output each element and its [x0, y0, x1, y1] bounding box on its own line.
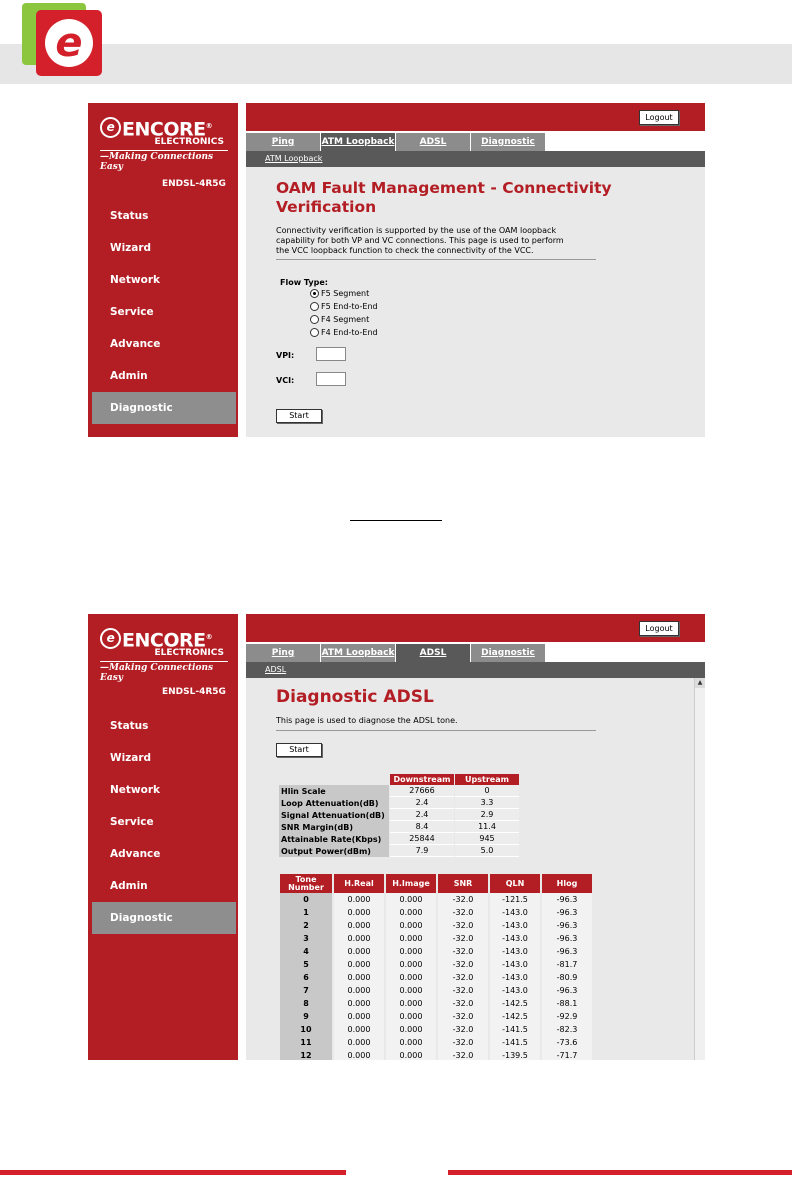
tone-value-cell: -143.0 — [490, 906, 540, 919]
tone-value-cell: -88.1 — [542, 997, 592, 1010]
nav-item-admin[interactable]: Admin — [110, 880, 148, 892]
main-panel — [246, 614, 705, 1060]
footer-rule-right — [448, 1170, 792, 1175]
vpi-input[interactable] — [316, 347, 346, 361]
nav-item-service[interactable]: Service — [110, 306, 154, 318]
page-title: OAM Fault Management - Connectivity Verification — [276, 179, 612, 216]
stats-row — [279, 809, 519, 821]
tone-value-cell: -96.3 — [542, 945, 592, 958]
brand-e-icon: e — [100, 117, 121, 138]
tone-row — [280, 906, 592, 919]
tone-row — [280, 958, 592, 971]
tone-number-cell: 11 — [280, 1036, 332, 1049]
tone-value-cell: -32.0 — [438, 1049, 488, 1060]
tab-adsl[interactable]: ADSL — [396, 644, 471, 662]
vci-label: VCI: — [276, 376, 295, 385]
nav-item-advance[interactable]: Advance — [110, 848, 161, 860]
tone-value-cell: -96.3 — [542, 919, 592, 932]
tone-value-cell: 0.000 — [386, 945, 436, 958]
stats-row-label: SNR Margin(dB) — [279, 821, 389, 833]
tone-value-cell: -32.0 — [438, 919, 488, 932]
nav-item-service[interactable]: Service — [110, 816, 154, 828]
nav-item-network[interactable]: Network — [110, 784, 161, 796]
tone-value-cell: -141.5 — [490, 1023, 540, 1036]
tone-value-cell: -96.3 — [542, 932, 592, 945]
col-hlog: Hlog — [542, 874, 592, 893]
tab-ping[interactable]: Ping — [246, 644, 321, 662]
page-description: This page is used to diagnose the ADSL tone. — [276, 716, 458, 725]
logout-button[interactable]: Logout — [639, 110, 679, 125]
col-snr: SNR — [438, 874, 488, 893]
sidebar — [88, 103, 238, 437]
tone-row — [280, 997, 592, 1010]
top-bar — [246, 103, 705, 131]
tone-row — [280, 1023, 592, 1036]
tone-row — [280, 1010, 592, 1023]
col-qln: QLN — [490, 874, 540, 893]
stats-row — [279, 833, 519, 845]
tone-value-cell: 0.000 — [334, 1036, 384, 1049]
radio-icon[interactable] — [310, 302, 319, 311]
tone-value-cell: -73.6 — [542, 1036, 592, 1049]
tone-value-cell: 0.000 — [386, 932, 436, 945]
tone-value-cell: -32.0 — [438, 958, 488, 971]
tone-number-cell: 2 — [280, 919, 332, 932]
tone-value-cell: -82.3 — [542, 1023, 592, 1036]
vertical-scrollbar[interactable] — [694, 678, 705, 1060]
tone-value-cell: -96.3 — [542, 984, 592, 997]
screenshot-diagnostic-adsl — [88, 614, 705, 1060]
tab-bar — [246, 131, 705, 151]
tone-value-cell: -96.3 — [542, 893, 592, 906]
radio-checked-icon[interactable] — [310, 289, 319, 298]
tone-number-cell: 12 — [280, 1049, 332, 1060]
nav-item-wizard[interactable]: Wizard — [110, 752, 152, 764]
tone-number-cell: 7 — [280, 984, 332, 997]
adsl-stats-table — [278, 774, 520, 857]
tone-value-cell: -32.0 — [438, 971, 488, 984]
tone-value-cell: -71.7 — [542, 1049, 592, 1060]
tone-value-cell: 0.000 — [334, 958, 384, 971]
tab-atm-loopback[interactable]: ATM Loopback — [321, 644, 396, 662]
stats-row — [279, 797, 519, 809]
tone-value-cell: 0.000 — [386, 893, 436, 906]
caption-line — [350, 520, 442, 521]
logout-button[interactable]: Logout — [639, 621, 679, 636]
page-title: Diagnostic ADSL — [276, 687, 434, 707]
tone-value-cell: -143.0 — [490, 958, 540, 971]
start-button[interactable]: Start — [276, 743, 322, 757]
stats-row-label: Output Power(dBm) — [279, 845, 389, 857]
model-name: ENDSL-4R5G — [162, 179, 226, 189]
radio-icon[interactable] — [310, 315, 319, 324]
brand-slogan: —Making Connections Easy — [100, 150, 228, 172]
tone-value-cell: 0.000 — [386, 906, 436, 919]
tone-value-cell: -32.0 — [438, 906, 488, 919]
page-description: Connectivity verification is supported by the use of the OAM loopback capability for both VP and VC connections. This page is used to perform the VCC loopback function to check the connectivity of the VCC. — [276, 226, 564, 255]
stats-value: 2.4 — [390, 797, 454, 809]
tone-value-cell: 0.000 — [386, 1049, 436, 1060]
sidebar — [88, 614, 238, 1060]
tone-value-cell: -92.9 — [542, 1010, 592, 1023]
flow-option-f4-segment[interactable]: F4 Segment — [310, 313, 665, 326]
nav-item-diagnostic[interactable]: Diagnostic — [92, 392, 236, 424]
tone-value-cell: 0.000 — [334, 932, 384, 945]
tone-value-cell: -32.0 — [438, 893, 488, 906]
tone-value-cell: -32.0 — [438, 1010, 488, 1023]
stats-value: 25844 — [390, 833, 454, 845]
nav-item-wizard[interactable]: Wizard — [110, 242, 152, 254]
tab-bar — [246, 642, 705, 662]
vpi-label: VPI: — [276, 351, 295, 360]
flow-option-f5-segment[interactable]: F5 Segment — [310, 287, 665, 300]
stats-value: 0 — [455, 785, 519, 797]
brand-name: ENCORE — [122, 629, 206, 652]
tone-number-cell: 5 — [280, 958, 332, 971]
nav-item-network[interactable]: Network — [110, 274, 161, 286]
stats-row-label: Signal Attenuation(dB) — [279, 809, 389, 821]
nav-item-advance[interactable]: Advance — [110, 338, 161, 350]
tone-number-cell: 9 — [280, 1010, 332, 1023]
tab-ping[interactable]: Ping — [246, 133, 321, 151]
brand-e-icon: e — [100, 628, 121, 649]
tone-value-cell: 0.000 — [386, 1023, 436, 1036]
tab-diagnostic-test[interactable]: Diagnostic — [471, 644, 546, 662]
stats-row — [279, 845, 519, 857]
tone-row — [280, 984, 592, 997]
divider — [276, 259, 596, 260]
tone-value-cell: 0.000 — [386, 958, 436, 971]
tone-value-cell: -80.9 — [542, 971, 592, 984]
tone-value-cell: -143.0 — [490, 919, 540, 932]
breadcrumb: ATM Loopback — [246, 151, 705, 167]
encore-logo-icon: e — [36, 10, 102, 76]
model-name: ENDSL-4R5G — [162, 687, 226, 697]
start-button[interactable]: Start — [276, 409, 322, 423]
stats-row — [279, 821, 519, 833]
page-header-band — [0, 44, 792, 84]
col-downstream: Downstream — [390, 774, 454, 785]
brand-logo: e ENCORE® ELECTRONICS —Making Connections Easy — [100, 628, 228, 683]
tone-number-cell: 10 — [280, 1023, 332, 1036]
footer-rule-left — [0, 1170, 346, 1175]
tone-value-cell: -141.5 — [490, 1036, 540, 1049]
tone-value-cell: 0.000 — [386, 1010, 436, 1023]
stats-value: 11.4 — [455, 821, 519, 833]
tone-number-cell: 1 — [280, 906, 332, 919]
tone-row — [280, 971, 592, 984]
brand-sub: ELECTRONICS — [154, 137, 224, 148]
stats-value: 27666 — [390, 785, 454, 797]
col-h-real: H.Real — [334, 874, 384, 893]
tone-number-cell: 0 — [280, 893, 332, 906]
stats-value: 7.9 — [390, 845, 454, 857]
tone-value-cell: -32.0 — [438, 984, 488, 997]
stats-value: 945 — [455, 833, 519, 845]
tone-value-cell: 0.000 — [334, 945, 384, 958]
tone-value-cell: 0.000 — [334, 971, 384, 984]
brand-name: ENCORE — [122, 118, 206, 141]
tone-row — [280, 1036, 592, 1049]
stats-value: 8.4 — [390, 821, 454, 833]
tone-value-cell: 0.000 — [334, 1049, 384, 1060]
nav-menu — [92, 710, 236, 934]
tone-value-cell: 0.000 — [386, 1036, 436, 1049]
tone-table — [278, 874, 594, 1060]
tone-value-cell: -142.5 — [490, 1010, 540, 1023]
stats-value: 2.9 — [455, 809, 519, 821]
breadcrumb: ADSL — [246, 662, 705, 678]
top-bar — [246, 614, 705, 642]
col-upstream: Upstream — [455, 774, 519, 785]
divider — [276, 730, 596, 731]
tone-value-cell: -32.0 — [438, 932, 488, 945]
brand-slogan: —Making Connections Easy — [100, 661, 228, 683]
stats-row-label: Hlin Scale — [279, 785, 389, 797]
tone-value-cell: 0.000 — [386, 984, 436, 997]
tone-value-cell: -32.0 — [438, 997, 488, 1010]
screenshot-atm-loopback — [88, 103, 705, 437]
tone-number-cell: 4 — [280, 945, 332, 958]
tone-value-cell: -81.7 — [542, 958, 592, 971]
tone-value-cell: 0.000 — [334, 893, 384, 906]
tone-value-cell: 0.000 — [386, 919, 436, 932]
tone-value-cell: -142.5 — [490, 997, 540, 1010]
tone-value-cell: -32.0 — [438, 945, 488, 958]
tone-number-cell: 6 — [280, 971, 332, 984]
content-area — [276, 167, 665, 423]
tone-row — [280, 945, 592, 958]
scroll-up-arrow-icon[interactable]: ▲ — [695, 678, 705, 688]
stats-value: 5.0 — [455, 845, 519, 857]
tab-diagnostic-test[interactable]: Diagnostic — [471, 133, 546, 151]
nav-item-status[interactable]: Status — [110, 720, 149, 732]
tab-atm-loopback[interactable]: ATM Loopback — [321, 133, 396, 151]
tone-number-cell: 3 — [280, 932, 332, 945]
vci-input[interactable] — [316, 372, 346, 386]
stats-row-label: Loop Attenuation(dB) — [279, 797, 389, 809]
nav-menu — [92, 200, 236, 424]
nav-item-status[interactable]: Status — [110, 210, 149, 222]
stats-value: 3.3 — [455, 797, 519, 809]
tone-value-cell: 0.000 — [334, 906, 384, 919]
tone-value-cell: -143.0 — [490, 984, 540, 997]
tone-value-cell: -143.0 — [490, 971, 540, 984]
tone-value-cell: -143.0 — [490, 945, 540, 958]
col-tone-number: Tone Number — [280, 874, 332, 893]
flow-type-label: Flow Type: — [280, 278, 328, 287]
tone-value-cell: -32.0 — [438, 1036, 488, 1049]
flow-option-f5-end-to-end[interactable]: F5 End-to-End — [310, 300, 665, 313]
stats-row — [279, 785, 519, 797]
main-panel — [246, 103, 705, 437]
tone-value-cell: 0.000 — [334, 919, 384, 932]
vpi-row — [276, 343, 665, 362]
tab-adsl[interactable]: ADSL — [396, 133, 471, 151]
flow-type-group — [310, 287, 665, 339]
vci-row — [276, 368, 665, 387]
nav-item-admin[interactable]: Admin — [110, 370, 148, 382]
tone-value-cell: -32.0 — [438, 1023, 488, 1036]
tone-value-cell: 0.000 — [386, 971, 436, 984]
brand-logo: e ENCORE® ELECTRONICS —Making Connections Easy — [100, 117, 228, 172]
nav-item-diagnostic[interactable]: Diagnostic — [92, 902, 236, 934]
radio-icon[interactable] — [310, 328, 319, 337]
tone-number-cell: 8 — [280, 997, 332, 1010]
col-h-image: H.Image — [386, 874, 436, 893]
tone-value-cell: -121.5 — [490, 893, 540, 906]
stats-value: 2.4 — [390, 809, 454, 821]
tone-row — [280, 893, 592, 906]
tone-value-cell: -139.5 — [490, 1049, 540, 1060]
tone-value-cell: -96.3 — [542, 906, 592, 919]
tone-row — [280, 1049, 592, 1060]
tone-value-cell: 0.000 — [334, 997, 384, 1010]
content-area — [276, 678, 685, 757]
tone-value-cell: -143.0 — [490, 932, 540, 945]
brand-sub: ELECTRONICS — [154, 648, 224, 659]
stats-row-label: Attainable Rate(Kbps) — [279, 833, 389, 845]
tone-value-cell: 0.000 — [334, 1023, 384, 1036]
tone-row — [280, 919, 592, 932]
tone-value-cell: 0.000 — [334, 984, 384, 997]
tone-value-cell: 0.000 — [386, 997, 436, 1010]
flow-option-f4-end-to-end[interactable]: F4 End-to-End — [310, 326, 665, 339]
tone-row — [280, 932, 592, 945]
tone-value-cell: 0.000 — [334, 1010, 384, 1023]
